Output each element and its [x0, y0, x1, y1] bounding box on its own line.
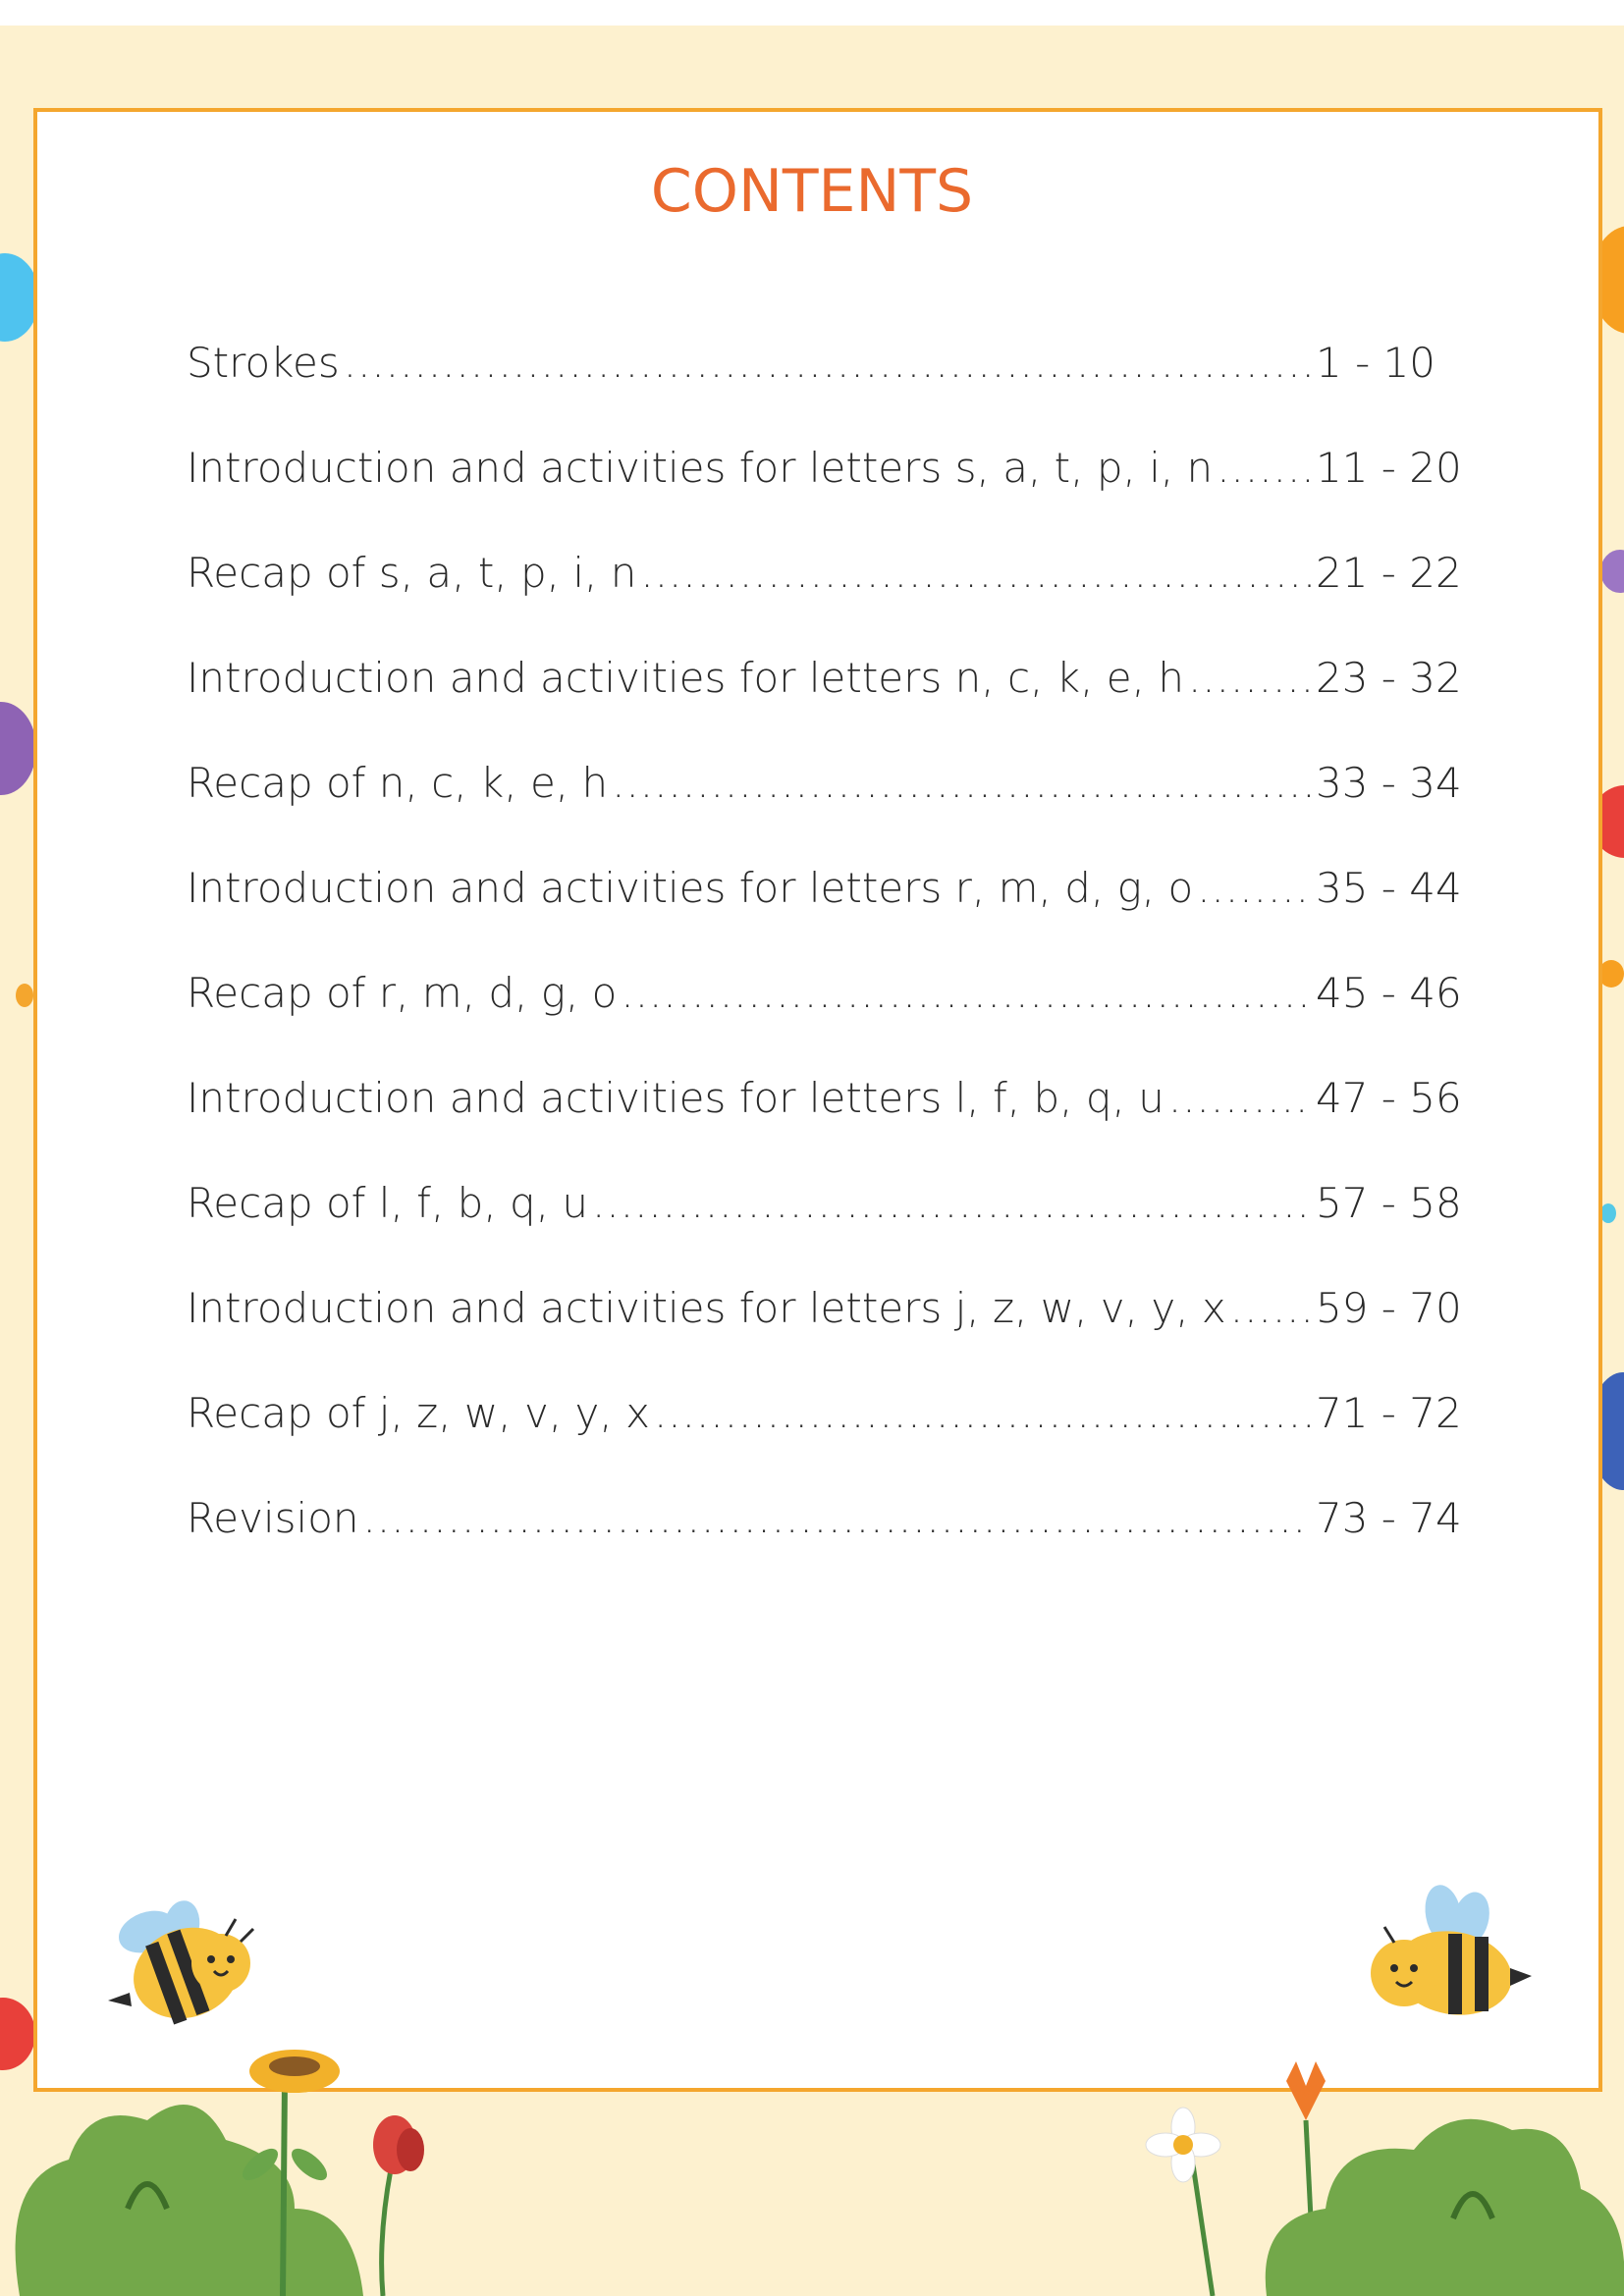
toc-entry-title: Recap of s, a, t, p, i, n — [187, 549, 637, 597]
decorative-dot — [1600, 1203, 1616, 1223]
toc-entry-title: Introduction and activities for letters l, f, b, q, u — [187, 1074, 1164, 1122]
toc-entry — [187, 759, 1463, 864]
toc-entry-pages: 11 - 20 — [1316, 444, 1462, 492]
leader-dots — [1230, 1284, 1312, 1332]
toc-entry — [187, 339, 1463, 444]
toc-entry-pages: 21 - 22 — [1316, 549, 1462, 597]
toc-entry-pages: 23 - 32 — [1316, 654, 1462, 702]
toc-entry-title: Recap of n, c, k, e, h — [187, 759, 609, 807]
leader-dots — [612, 759, 1312, 807]
toc-entry — [187, 1074, 1463, 1179]
toc-entry-title: Recap of r, m, d, g, o — [187, 969, 618, 1017]
toc-entry-title: Recap of j, z, w, v, y, x — [187, 1389, 650, 1437]
leader-dots — [363, 1494, 1312, 1542]
toc-entry-title: Revision — [187, 1494, 359, 1542]
toc-entry-title: Introduction and activities for letters n, c, k, e, h — [187, 654, 1184, 702]
toc-entry — [187, 549, 1463, 654]
leader-dots — [1197, 864, 1312, 912]
leader-dots — [1217, 444, 1312, 492]
toc-entry — [187, 444, 1463, 549]
leader-dots — [654, 1389, 1312, 1437]
decorative-dot — [16, 984, 33, 1007]
toc-entry-pages: 1 - 10 — [1316, 339, 1436, 387]
toc-entry — [187, 1494, 1463, 1599]
toc-entry — [187, 1284, 1463, 1389]
leader-dots — [640, 549, 1312, 597]
toc-entry-pages: 73 - 74 — [1316, 1494, 1462, 1542]
toc-entry-pages: 47 - 56 — [1316, 1074, 1462, 1122]
toc-entry-title: Introduction and activities for letters r, m, d, g, o — [187, 864, 1194, 912]
toc-entry — [187, 969, 1463, 1074]
toc-entry — [187, 864, 1463, 969]
toc-entry — [187, 1179, 1463, 1284]
toc-entry-pages: 59 - 70 — [1316, 1284, 1462, 1332]
toc-entry-pages: 57 - 58 — [1316, 1179, 1462, 1227]
leader-dots — [621, 969, 1312, 1017]
toc-entry-pages: 71 - 72 — [1316, 1389, 1462, 1437]
table-of-contents — [187, 339, 1463, 1599]
toc-entry-title: Introduction and activities for letters j, z, w, v, y, x — [187, 1284, 1226, 1332]
toc-entry-pages: 45 - 46 — [1316, 969, 1462, 1017]
page-title: CONTENTS — [650, 157, 974, 226]
toc-entry — [187, 1389, 1463, 1494]
toc-entry-title: Strokes — [187, 339, 340, 387]
leader-dots — [1188, 654, 1312, 702]
toc-entry — [187, 654, 1463, 759]
leader-dots — [592, 1179, 1312, 1227]
toc-entry-pages: 33 - 34 — [1316, 759, 1462, 807]
toc-entry-pages: 35 - 44 — [1316, 864, 1462, 912]
toc-entry-title: Recap of l, f, b, q, u — [187, 1179, 589, 1227]
leader-dots — [344, 339, 1312, 387]
toc-entry-title: Introduction and activities for letters s, a, t, p, i, n — [187, 444, 1214, 492]
leader-dots — [1168, 1074, 1312, 1122]
